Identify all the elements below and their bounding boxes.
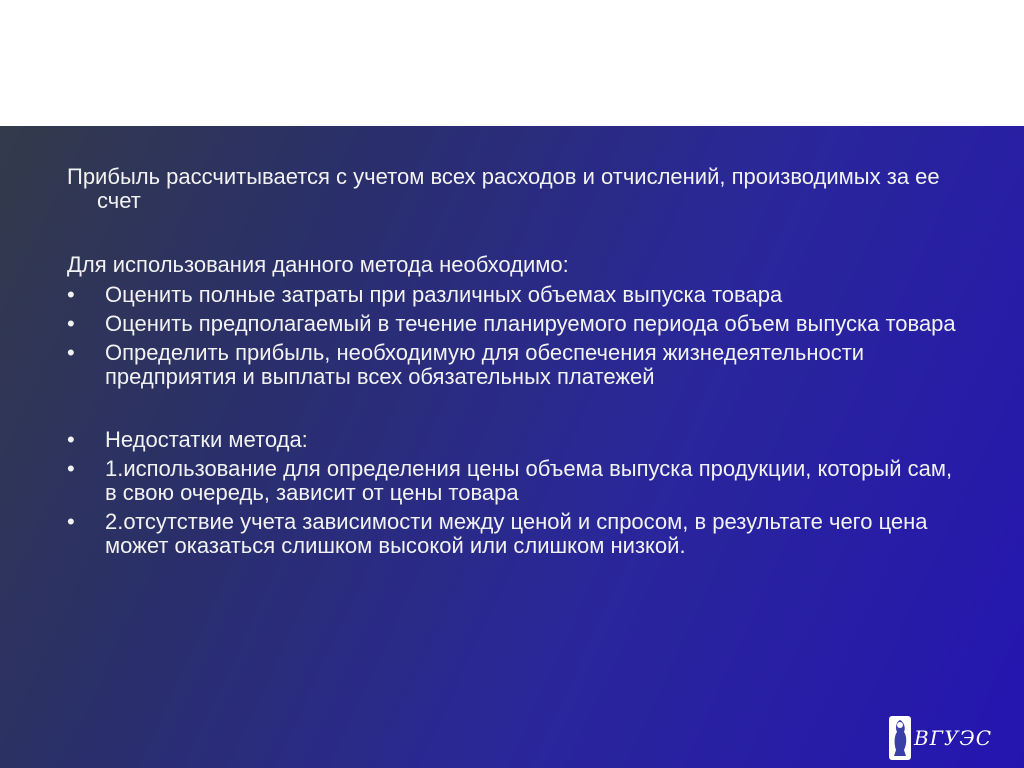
- list-item: [67, 457, 967, 505]
- university-emblem-icon: [888, 712, 914, 762]
- bullet-icon: •: [67, 427, 75, 452]
- list-item-text: 1.использование для определения цены объема выпуска продукции, который сам, в свою очередь, зависит от цены товара: [105, 456, 953, 505]
- drawbacks-heading: Недостатки метода:: [105, 427, 308, 452]
- bullet-icon: •: [67, 282, 75, 307]
- bullet-icon: •: [67, 340, 75, 365]
- bullet-icon: •: [67, 509, 75, 534]
- list-item-text: Определить прибыль, необходимую для обеспечения жизнедеятельности предприятия и выплаты всех обязательных платежей: [105, 340, 865, 389]
- bullet-icon: •: [67, 456, 75, 481]
- list-item: [67, 428, 967, 452]
- list-item: [67, 510, 967, 558]
- list-item: [67, 341, 967, 389]
- method-heading: Для использования данного метода необходимо:: [67, 252, 569, 277]
- list-item: [67, 283, 967, 307]
- list-item-text: Оценить полные затраты при различных объемах выпуска товара: [105, 282, 783, 307]
- logo-text: ВГУЭС: [914, 726, 992, 750]
- bullet-icon: •: [67, 311, 75, 336]
- university-logo: [888, 712, 992, 762]
- list-item-text: Оценить предполагаемый в течение планируемого периода объем выпуска товара: [105, 311, 956, 336]
- slide-body-text: [67, 165, 967, 563]
- list-item-text: 2.отсутствие учета зависимости между ценой и спросом, в результате чего цена может оказаться слишком высокой или слишком низкой.: [105, 509, 928, 558]
- list-item: [67, 312, 967, 336]
- intro-paragraph: Прибыль рассчитывается с учетом всех расходов и отчислений, производимых за ее счет: [67, 164, 940, 213]
- slide-header-band: [0, 0, 1024, 126]
